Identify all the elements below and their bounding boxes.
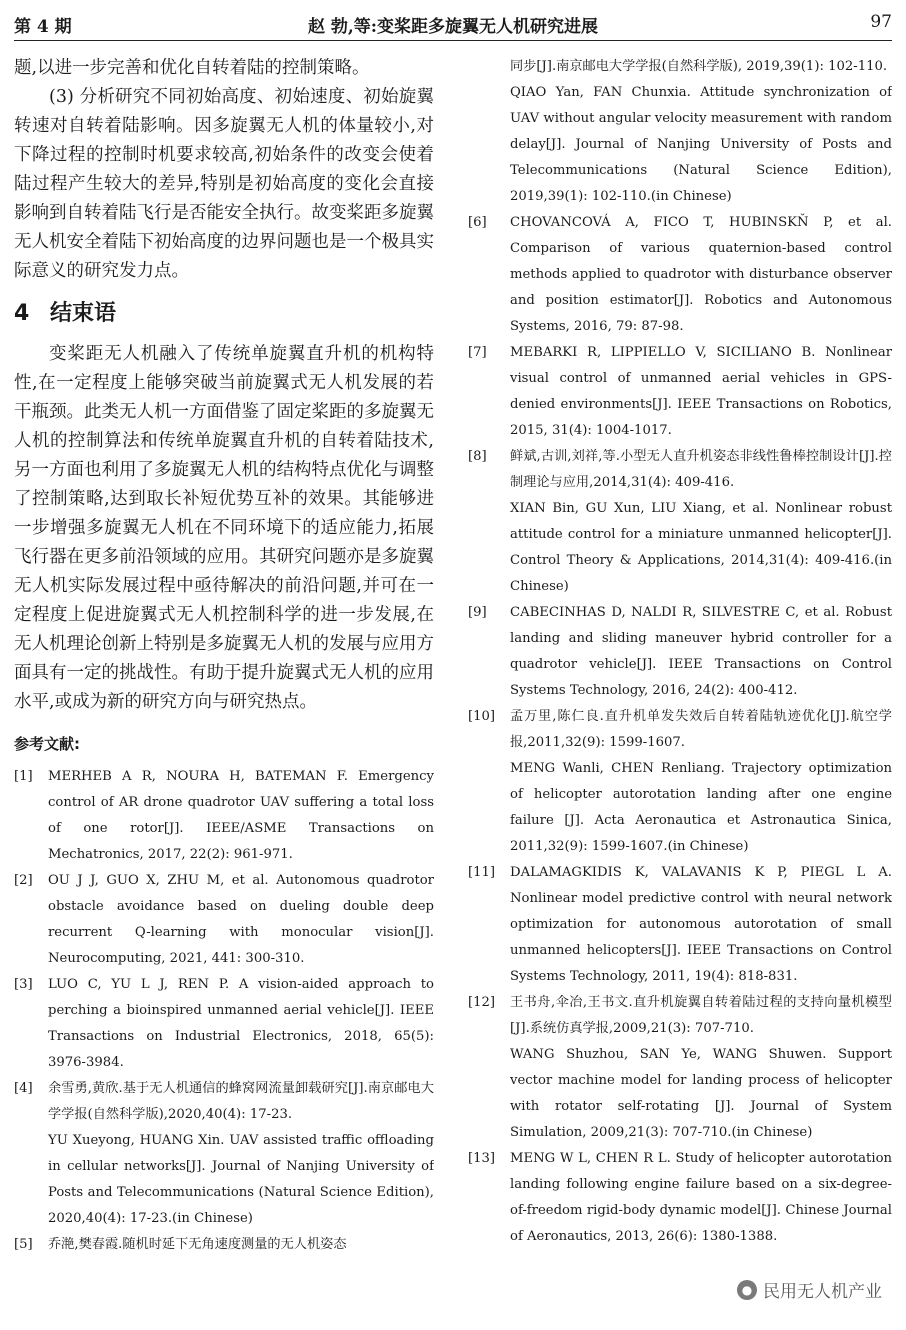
reference-translation: YU Xueyong, HUANG Xin. UAV assisted traffic offloading in cellular networks[J]. Journal of Nanjing University of Posts and Telecommunications (Natural Science Edition), 2020,40(4): 17-23.(in Chinese) [48,1133,434,1226]
reference-text: MERHEB A R, NOURA H, BATEMAN F. Emergency control of AR drone quadrotor UAV suffering a total loss of one rotor[J]. IEEE/ASME Transactions on Mechatronics, 2017, 22(2): 961-971. [48,769,434,862]
reference-text: 孟万里,陈仁良.直升机单发失效后自转着陆轨迹优化[J].航空学报,2011,32(9): 1599-1607. [510,709,892,750]
reference-text: 乔滟,樊春霞.随机时延下无角速度测量的无人机姿态 [48,1237,347,1252]
reference-list-left [14,764,434,1258]
reference-number: [1] [14,769,33,784]
reference-item [14,868,434,972]
reference-number: [11] [468,865,496,880]
reference-item [468,990,892,1146]
conclusion-paragraph: 变桨距无人机融入了传统单旋翼直升机的机构特性,在一定程度上能够突破当前旋翼式无人机发展的若干瓶颈。此类无人机一方面借鉴了固定桨距的多旋翼无人机的控制算法和传统单旋翼直升机的自转着陆技术,另一方面也利用了多旋翼无人机的结构特点优化与调整了控制策略,达到取长补短优势互补的效果。其能够进一步增强多旋翼无人机在不同环境下的适应能力,拓展飞行器在更多前沿领域的应用。其研究问题亦是多旋翼无人机实际发展过程中亟待解决的前沿问题,并可在一定程度上促进旋翼式无人机控制科学的进一步发展,在无人机理论创新上特别是多旋翼无人机的发展与应用方面具有一定的挑战性。有助于提升旋翼式无人机的应用水平,或成为新的研究方向与研究热点。 [14,344,434,712]
running-header [14,8,892,36]
section-title: 结束语 [50,301,117,326]
reference-item [14,972,434,1076]
issue-label: 第 4 期 [14,17,72,37]
section-number: 4 [14,301,30,326]
reference-number: [4] [14,1081,33,1096]
reference-item [468,210,892,340]
reference-number: [7] [468,345,487,360]
references-heading: 参考文献: [14,735,80,753]
reference-number: [9] [468,605,487,620]
watermark-text: 民用无人机产业 [763,1282,882,1302]
reference-number: [10] [468,709,496,724]
reference-item [468,600,892,704]
reference-item [468,704,892,860]
reference-number: [12] [468,995,496,1010]
reference-item [468,340,892,444]
reference-translation: XIAN Bin, GU Xun, LIU Xiang, et al. Nonlinear robust attitude control for a miniature unmanned helicopter[J]. Control Theory & Applications, 2014,31(4): 409-416.(in Chinese) [510,501,892,594]
reference-text: 余雪勇,黄欣.基于无人机通信的蜂窝网流量卸载研究[J].南京邮电大学学报(自然科学版),2020,40(4): 17-23. [48,1081,434,1122]
page-number: 97 [870,12,892,32]
wechat-icon: ● [737,1280,757,1300]
reference-text: CABECINHAS D, NALDI R, SILVESTRE C, et al. Robust landing and sliding maneuver hybrid controller for a quadrotor vehicle[J]. IEEE Transactions on Control Systems Technology, 2016, 24(2): 400-412. [510,605,892,698]
reference-number: [6] [468,215,487,230]
reference-text: DALAMAGKIDIS K, VALAVANIS K P, PIEGL L A. Nonlinear model predictive control with neural network optimization for autonomous autorotation of small unmanned helicopters[J]. IEEE Transactions on Control Systems Technology, 2011, 19(4): 818-831. [510,865,892,984]
reference-text: MENG W L, CHEN R L. Study of helicopter autorotation landing following engine failure based on a six-degree-of-freedom rigid-body dynamic model[J]. Chinese Journal of Aeronautics, 2013, 26(6): 1380-1388. [510,1151,892,1244]
reference-text: 鲜斌,古训,刘祥,等.小型无人直升机姿态非线性鲁棒控制设计[J].控制理论与应用,2014,31(4): 409-416. [510,449,892,490]
reference-text: CHOVANCOVÁ A, FICO T, HUBINSKŇ P, et al. Comparison of various quaternion-based control methods applied to quadrotor with disturbance observer and position estimator[J]. Robotics and Autonomous Systems, 2016, 79: 87-98. [510,215,892,334]
reference-item [468,860,892,990]
reference-continued [468,54,892,210]
reference-text: 王书舟,伞冶,王书文.直升机旋翼自转着陆过程的支持向量机模型[J].系统仿真学报,2009,21(3): 707-710. [510,995,892,1036]
reference-translation: WANG Shuzhou, SAN Ye, WANG Shuwen. Support vector machine model for landing process of helicopter with rotator self-rotating [J]. Journal of System Simulation, 2009,21(3): 707-710.(in Chinese) [510,1047,892,1140]
right-column [468,54,892,1320]
reference-item [468,444,892,600]
reference-item [14,1232,434,1258]
reference-item [468,1146,892,1250]
running-title: 赵 勃,等:变桨距多旋翼无人机研究进展 [307,17,599,37]
section-heading [14,294,434,334]
watermark [737,1277,882,1302]
reference-text: LUO C, YU L J, REN P. A vision-aided approach to perching a bioinspired unmanned aerial vehicle[J]. IEEE Transactions on Industrial Electronics, 2018, 65(5): 3976-3984. [48,977,434,1070]
reference-number: [5] [14,1237,33,1252]
paragraph-continued: 题,以进一步完善和优化自转着陆的控制策略。 [14,58,370,78]
reference-text: MEBARKI R, LIPPIELLO V, SICILIANO B. Nonlinear visual control of unmanned aerial vehicles in GPS-denied environments[J]. IEEE Transactions on Robotics, 2015, 31(4): 1004-1017. [510,345,892,438]
reference-text: 同步[J].南京邮电大学学报(自然科学版), 2019,39(1): 102-110. [510,59,888,74]
reference-number: [8] [468,449,487,464]
reference-item [14,764,434,868]
header-rule [14,40,892,41]
reference-number: [2] [14,873,33,888]
reference-item [14,1076,434,1232]
reference-number: [3] [14,977,33,992]
reference-translation: MENG Wanli, CHEN Renliang. Trajectory optimization of helicopter autorotation landing after one engine failure [J]. Acta Aeronautica et Astronautica Sinica, 2011,32(9): 1599-1607.(in Chinese) [510,761,892,854]
left-column [14,54,434,1320]
reference-translation: QIAO Yan, FAN Chunxia. Attitude synchronization of UAV without angular velocity measurement with random delay[J]. Journal of Nanjing University of Posts and Telecommunications (Natural Science Edition), 2019,39(1): 102-110.(in Chinese) [510,85,892,204]
reference-text: OU J J, GUO X, ZHU M, et al. Autonomous quadrotor obstacle avoidance based on dueling double deep recurrent Q-learning with monocular vision[J]. Neurocomputing, 2021, 441: 300-310. [48,873,434,966]
reference-number: [13] [468,1151,496,1166]
paragraph-item-3: (3) 分析研究不同初始高度、初始速度、初始旋翼转速对自转着陆影响。因多旋翼无人机的体量较小,对下降过程的控制时机要求较高,初始条件的改变会使着陆过程产生较大的差异,特别是初始高度的变化会直接影响到自转着陆飞行是否能安全执行。故变桨距多旋翼无人机安全着陆下初始高度的边界问题也是一个极具实际意义的研究发力点。 [14,87,434,281]
